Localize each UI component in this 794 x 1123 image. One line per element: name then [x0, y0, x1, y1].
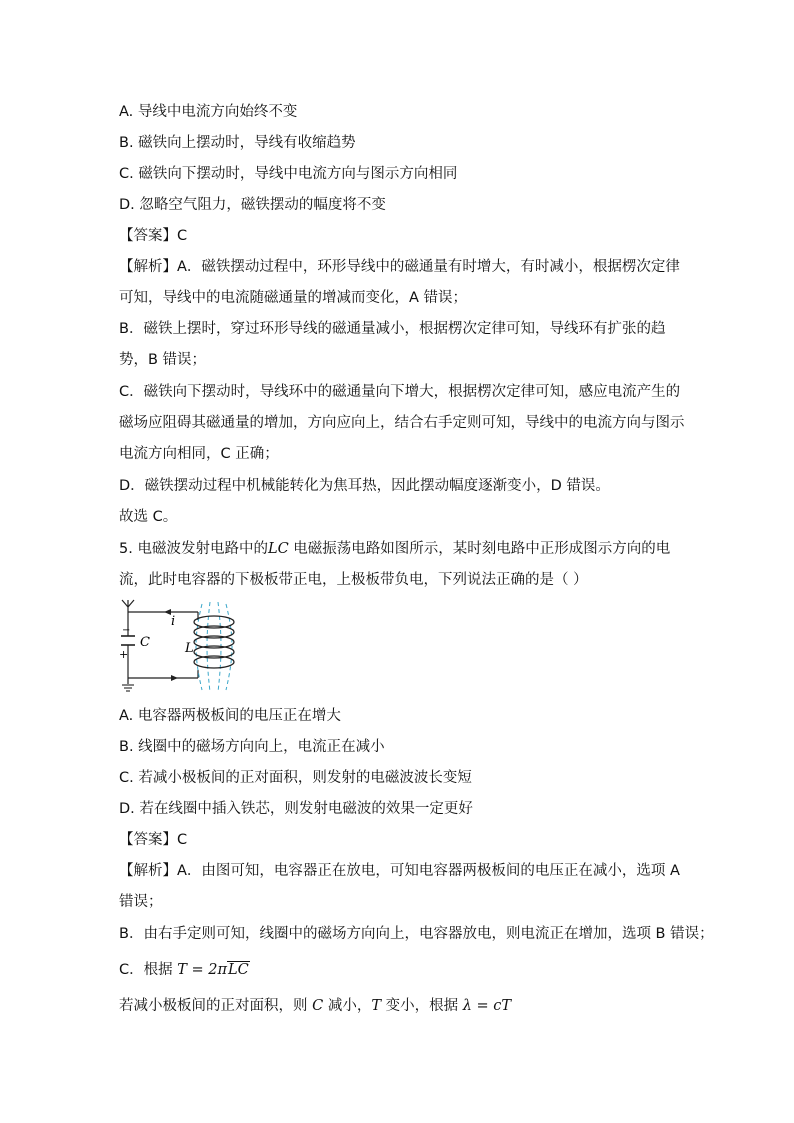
q5-stem-part-a: 5. 电磁波发射电路中的 — [119, 541, 268, 557]
label-l: L — [185, 641, 194, 656]
q4-analysis-line-3: B．磁铁上摆时，穿过环形导线的磁通量减小，根据楞次定律可知，导线环有扩张的趋 — [119, 321, 666, 337]
q5-analysis-line-1: 【解析】A．由图可知，电容器正在放电，可知电容器两极板间的电压正在减小，选项 A — [119, 863, 680, 879]
q4-analysis-line-8: D．磁铁摆动过程中机械能转化为焦耳热，因此摆动幅度逐渐变小，D 错误。 — [119, 478, 610, 494]
q4-analysis-line-1: 【解析】A．磁铁摆动过程中，环形导线中的磁通量有时增大，有时减小，根据楞次定律 — [119, 259, 680, 275]
q5-option-b: B. 线圈中的磁场方向向上，电流正在减小 — [119, 739, 385, 755]
q5-option-c: C. 若减小极板间的正对面积，则发射的电磁波波长变短 — [119, 770, 472, 786]
q4-answer: 【答案】C — [119, 228, 188, 244]
q5-analysis-line-3: B．由右手定则可知，线圈中的磁场方向向上，电容器放电，则电流正在增加，选项 B 错误； — [119, 926, 714, 942]
antenna-icon — [122, 600, 134, 612]
label-c: C — [140, 635, 150, 650]
q5-stem-part-b: 电磁振荡电路如图所示，某时刻电路中正形成图示方向的电 — [288, 541, 671, 557]
last-part-c: 变小，根据 — [381, 998, 463, 1014]
capacitor-icon — [121, 636, 135, 645]
q5-analysis-line-2: 错误； — [119, 894, 163, 910]
q4-option-b: B. 磁铁向上摆动时，导线有收缩趋势 — [119, 135, 356, 151]
last-part-b: 减小， — [323, 998, 372, 1014]
lc-circuit-figure — [114, 596, 244, 696]
plate-top-sign: − — [122, 625, 131, 636]
wavelength-formula: λ = cT — [462, 998, 512, 1014]
q5-answer: 【答案】C — [119, 832, 188, 848]
ground-icon — [122, 685, 134, 691]
last-symbol-c: C — [312, 998, 324, 1014]
q5-option-d: D. 若在线圈中插入铁芯，则发射电磁波的效果一定更好 — [119, 801, 473, 817]
q4-option-c: C. 磁铁向下摆动时，导线中电流方向与图示方向相同 — [119, 166, 458, 182]
q5-stem-lc: LC — [267, 541, 289, 557]
coil-inductor-icon — [194, 616, 234, 668]
q5-stem-line-1 — [119, 539, 670, 559]
last-symbol-t: T — [371, 998, 381, 1014]
q4-option-d: D. 忽略空气阻力，磁铁摆动的幅度将不变 — [119, 197, 386, 213]
q4-analysis-line-7: 电流方向相同，C 正确； — [119, 446, 279, 462]
period-formula-sqrt: LC — [228, 962, 249, 978]
plate-bottom-sign: + — [119, 648, 129, 661]
q5-analysis-formula-line — [119, 960, 250, 980]
q5-option-a: A. 电容器两极板间的电压正在增大 — [119, 708, 341, 724]
formula-prefix: C．根据 — [119, 962, 173, 978]
last-part-a: 若减小极板间的正对面积，则 — [119, 998, 313, 1014]
q4-analysis-line-6: 磁场应阻碍其磁通量的增加，方向应向上，结合右手定则可知，导线中的电流方向与图示 — [119, 415, 685, 431]
q5-stem-line-2: 流，此时电容器的下极板带正电，上极板带负电，下列说法正确的是（ ） — [119, 572, 588, 588]
label-i: i — [171, 614, 176, 629]
q4-analysis-line-4: 势，B 错误； — [119, 352, 207, 368]
q4-conclusion: 故选 C。 — [119, 509, 178, 525]
q4-option-a: A. 导线中电流方向始终不变 — [119, 104, 298, 120]
q5-analysis-last-line — [119, 996, 511, 1016]
q4-analysis-line-2: 可知，导线中的电流随磁通量的增减而变化，A 错误； — [119, 290, 468, 306]
q4-analysis-line-5: C．磁铁向下摆动时，导线环中的磁通量向下增大，根据楞次定律可知，感应电流产生的 — [119, 384, 681, 400]
period-formula-lhs: T = 2π — [177, 962, 228, 978]
